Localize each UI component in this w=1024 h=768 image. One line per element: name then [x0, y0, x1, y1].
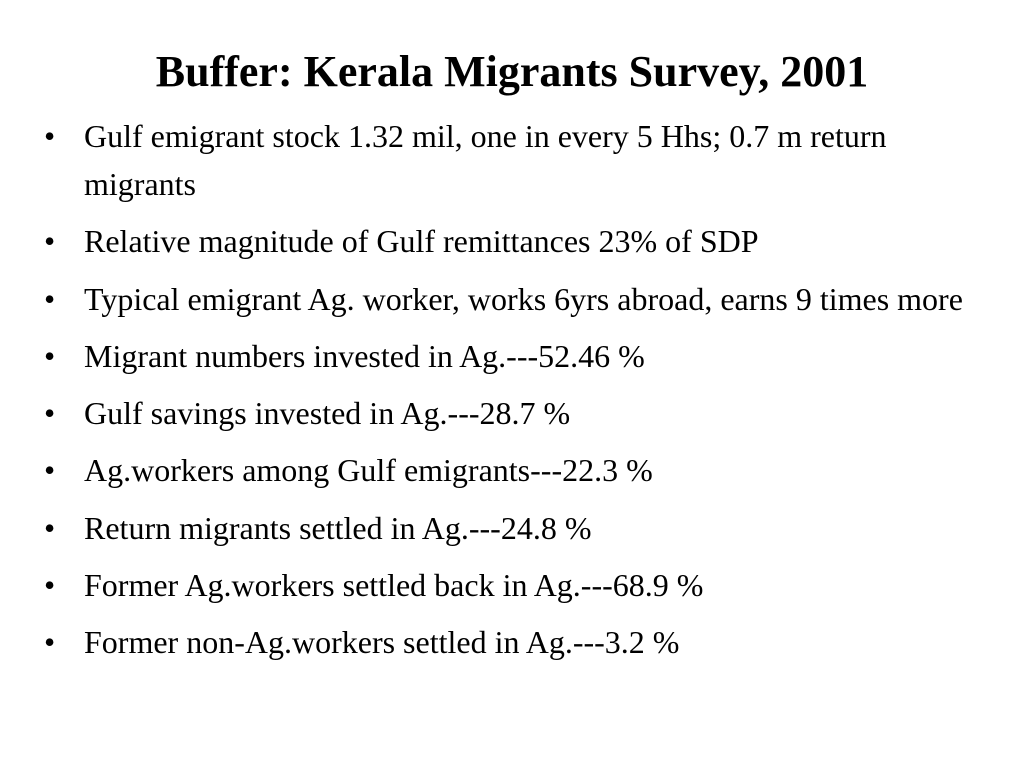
slide-title: Buffer: Kerala Migrants Survey, 2001 — [155, 47, 869, 96]
bullet-text: Gulf emigrant stock 1.32 mil, one in every 5 Hhs; 0.7 m return migrants — [84, 118, 887, 202]
bullet-icon: • — [44, 223, 56, 260]
bullet-item — [40, 504, 980, 552]
bullet-icon: • — [44, 624, 56, 661]
bullet-item — [40, 446, 980, 494]
bullet-icon: • — [44, 118, 56, 154]
bullet-text: Former Ag.workers settled back in Ag.---68.9 % — [84, 567, 704, 604]
bullet-icon: • — [44, 567, 56, 604]
bullet-icon: • — [44, 395, 56, 432]
bullet-item — [40, 275, 980, 323]
bullet-icon: • — [44, 452, 56, 489]
bullet-item — [40, 618, 980, 666]
bullet-list — [40, 112, 980, 676]
bullet-text: Typical emigrant Ag. worker, works 6yrs abroad, earns 9 times more — [84, 280, 963, 317]
bullet-item — [40, 561, 980, 609]
bullet-icon: • — [44, 280, 56, 317]
bullet-text: Gulf savings invested in Ag.---28.7 % — [84, 395, 571, 432]
bullet-text: Relative magnitude of Gulf remittances 23% of SDP — [84, 223, 759, 260]
bullet-icon: • — [44, 337, 56, 374]
bullet-item — [40, 389, 980, 437]
bullet-item — [40, 332, 980, 380]
bullet-icon: • — [44, 509, 56, 546]
bullet-text: Former non-Ag.workers settled in Ag.---3.2 % — [84, 624, 680, 661]
bullet-item — [40, 217, 980, 265]
bullet-text: Ag.workers among Gulf emigrants---22.3 % — [84, 452, 653, 489]
bullet-text: Return migrants settled in Ag.---24.8 % — [84, 509, 592, 546]
bullet-item — [40, 112, 980, 208]
bullet-text: Migrant numbers invested in Ag.---52.46 % — [84, 337, 645, 374]
